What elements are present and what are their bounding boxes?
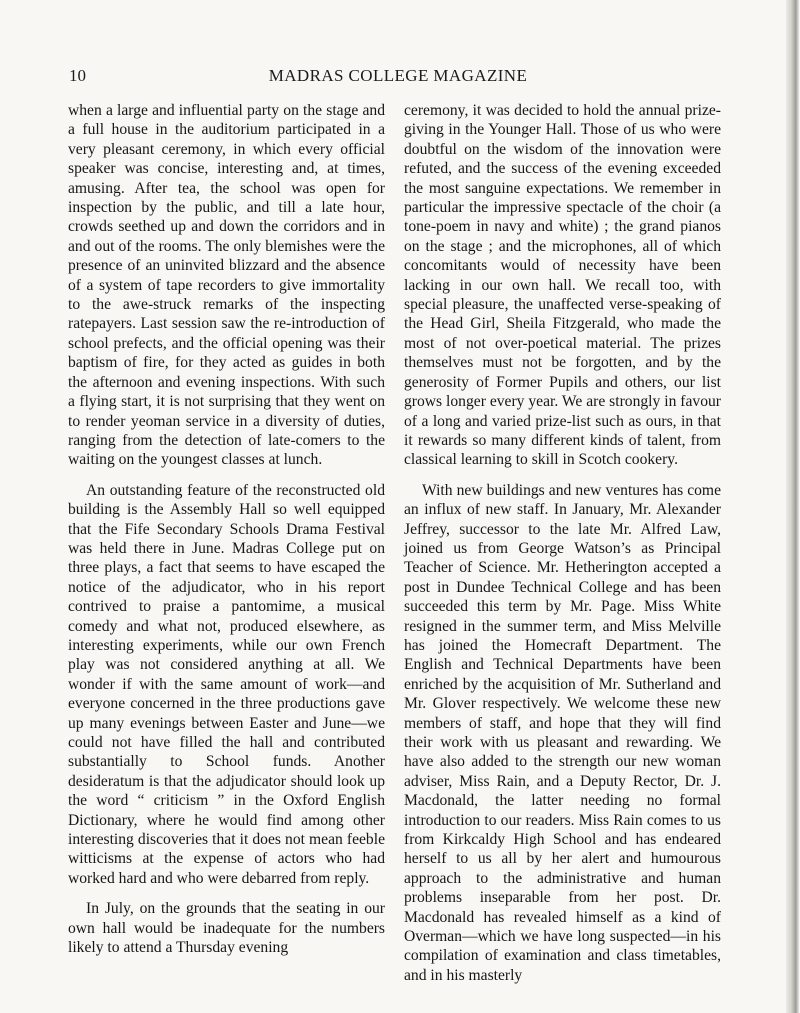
right-paragraph-1: ceremony, it was decided to hold the annual prize-giving in the Younger Hall. Those of us who were doubtful on the wisdom of the innovation were refuted, and the success of the evening exceeded the most sanguine expectations. We remember in particular the impressive spectacle of the choir (a tone-poem in navy and white) ; the grand pianos on the stage ; and the microphones, all of which concomitants would of necessity have been lacking in our own hall. We recall too, with special pleasure, the unaffected verse-speaking of the Head Girl, Sheila Fitzgerald, who made the most of not over-poetical material. The prizes themselves must not be forgotten, and by the generosity of Former Pupils and others, our list grows longer every year. We are strongly in favour of a long and varied prize-list such as ours, in that it rewards so many different kinds of talent, from classical learning to skill in Scotch cookery. — [404, 102, 721, 469]
left-paragraph-3: In July, on the grounds that the seating in our own hall would be inadequate for the numbers likely to attend a Thursday evening — [68, 900, 385, 957]
right-paragraph-2: With new buildings and new ventures has come an influx of new staff. In January, Mr. Alexander Jeffrey, successor to the late Mr. Alfred Law, joined us from George Watson’s as Principal Teacher of Science. Mr. Hetherington accepted a post in Dundee Technical College and has been succeeded this term by Mr. Page. Miss White resigned in the summer term, and Miss Melville has joined the Homecraft Department. The English and Technical Departments have been enriched by the acquisition of Mr. Sutherland and Mr. Glover respectively. We welcome these new members of staff, and hope that they will find their work with us pleasant and rewarding. We have also added to the strength our new woman adviser, Miss Rain, and a Deputy Rector, Dr. J. Macdonald, the latter needing no formal introduction to our readers. Miss Rain comes to us from Kirkcaldy High School and has endeared herself to us all by her alert and humourous approach to the administrative and human problems inseparable from her post. Dr. Macdonald has revealed himself as a kind of Overman—which we have long suspected—in his compilation of examination and class timetables, and in his masterly — [404, 481, 721, 984]
page-number: 10 — [69, 66, 86, 85]
left-paragraph-1: when a large and influential party on the stage and a full house in the auditorium participated in a very pleasant ceremony, in which every official speaker was concise, interesting and, at times, amusing. After tea, the school was open for inspection by the public, and till a late hour, crowds seethed up and down the corridors and in and out of the rooms. The only blemishes were the presence of an uninvited blizzard and the absence of a system of tape recorders to give immortality to the awe-struck remarks of the inspecting ratepayers. Last session saw the re-introduction of school prefects, and the official opening was their baptism of fire, for they acted as guides in both the afternoon and evening inspections. With such a flying start, it is not surprising that they went on to render yeoman service in a diversity of duties, ranging from the detection of late-comers to the waiting on the youngest classes at lunch. — [68, 102, 385, 469]
right-column — [404, 101, 721, 996]
page-edge-shadow — [786, 0, 800, 1013]
page-header — [69, 66, 727, 90]
running-title: MADRAS COLLEGE MAGAZINE — [268, 66, 528, 85]
left-column — [68, 101, 385, 968]
left-paragraph-2: An outstanding feature of the reconstructed old building is the Assembly Hall so well equipped that the Fife Secondary Schools Drama Festival was held there in June. Madras College put on three plays, a fact that seems to have escaped the notice of the adjudicator, who in his report contrived to praise a pantomime, a musical comedy and what not, produced elsewhere, as interesting experiments, while our own French play was not considered anything at all. We wonder if with the same amount of work—and everyone concerned in the three productions gave up many evenings between Easter and June—we could not have filled the hall and contributed substantially to School funds. Another desideratum is that the adjudicator should look up the word “ criticism ” in the Oxford English Dictionary, where he would find among other interesting discoveries that it does not mean feeble witticisms at the expense of actors who had worked hard and who were debarred from reply. — [68, 481, 385, 887]
